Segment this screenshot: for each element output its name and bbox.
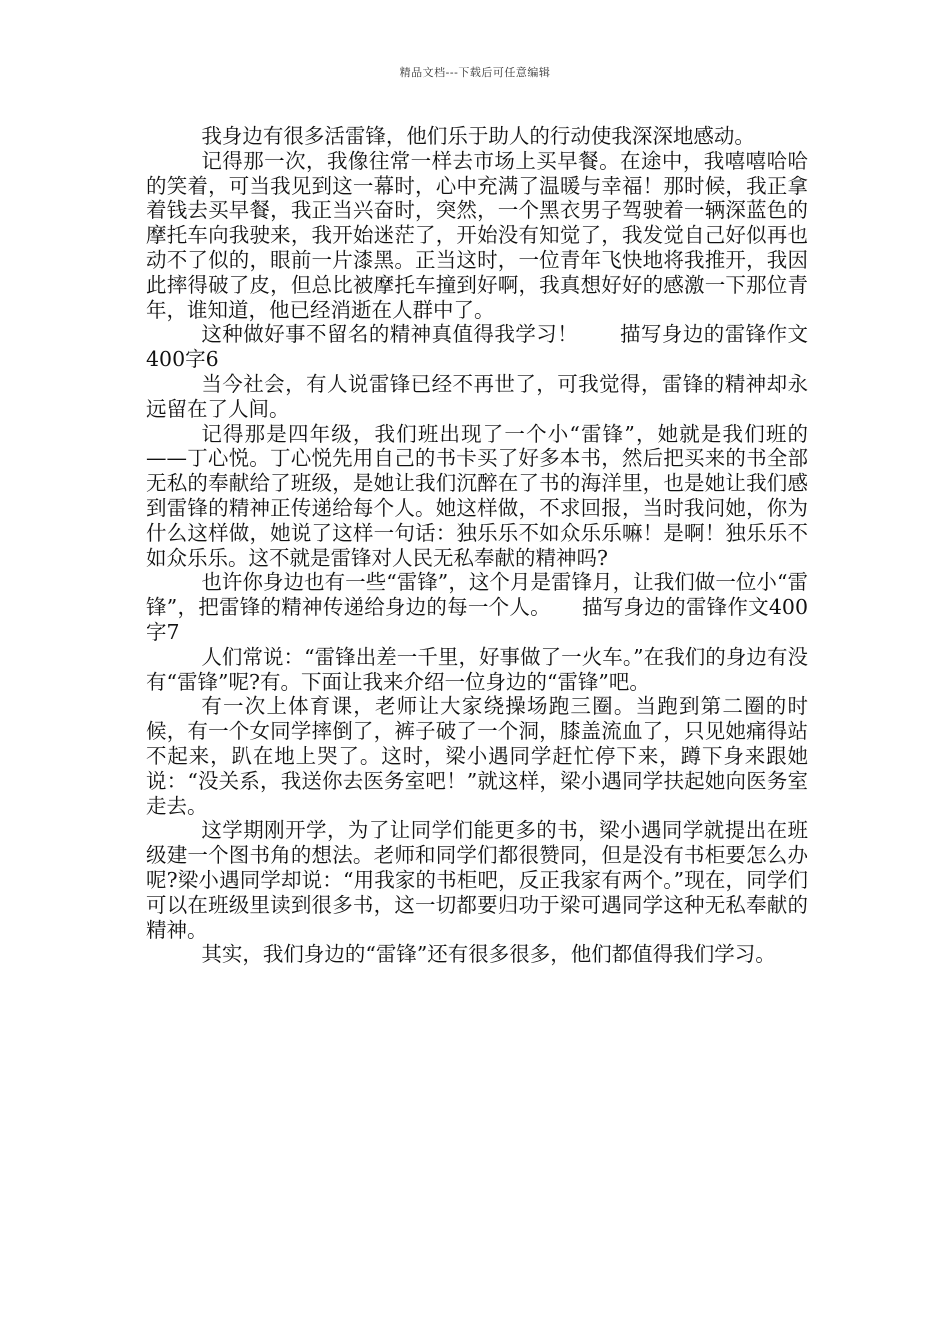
page-header: 精品文档---下载后可任意编辑 — [399, 66, 551, 79]
paragraph: 当今社会，有人说雷锋已经不再世了，可我觉得，雷锋的精神却永远留在了人间。 — [146, 371, 808, 421]
article-body — [146, 124, 808, 967]
paragraph: 我身边有很多活雷锋，他们乐于助人的行动使我深深地感动。 — [201, 124, 755, 148]
paragraph: 这学期刚开学，为了让同学们能更多的书，梁小遇同学就提出在班级建一个图书角的想法。老师和同学们都很赞同，但是没有书柜要怎么办呢?梁小遇同学却说：“用我家的书柜吧，反正我家有两个。”现在，同学们可以在班级里读到很多书，这一切都要归功于梁可遇同学这种无私奉献的精神。 — [146, 818, 808, 942]
paragraph: 记得那是四年级，我们班出现了一个小“雷锋”，她就是我们班的——丁心悦。丁心悦先用自己的书卡买了好多本书，然后把买来的书全部无私的奉献给了班级，是她让我们沉醉在了书的海洋里，也是她让我们感到雷锋的精神正传递给每个人。她这样做，不求回报，当时我问她，你为什么这样做，她说了这样一句话：独乐乐不如众乐乐嘛！是啊！独乐乐不如众乐乐。这不就是雷锋对人民无私奉献的精神吗? — [146, 421, 808, 570]
paragraph: 其实，我们身边的“雷锋”还有很多很多，他们都值得我们学习。 — [201, 942, 776, 967]
paragraph: 人们常说：“雷锋出差一千里，好事做了一火车。”在我们的身边有没有“雷锋”呢?有。下面让我来介绍一位身边的“雷锋”吧。 — [146, 644, 808, 694]
paragraph: 有一次上体育课，老师让大家绕操场跑三圈。当跑到第二圈的时候，有一个女同学摔倒了，裤子破了一个洞，膝盖流血了，只见她痛得站不起来，趴在地上哭了。这时，梁小遇同学赶忙停下来，蹲下身来跟她说：“没关系，我送你去医务室吧！”就这样，梁小遇同学扶起她向医务室走去。 — [146, 694, 808, 818]
paragraph: 也许你身边也有一些“雷锋”，这个月是雷锋月，让我们做一位小“雷锋”，把雷锋的精神传递给身边的每一个人。 描写身边的雷锋作文400字7 — [146, 570, 808, 644]
paragraph: 记得那一次，我像往常一样去市场上买早餐。在途中，我嘻嘻哈哈的笑着，可当我见到这一幕时，心中充满了温暖与幸福！那时候，我正拿着钱去买早餐，我正当兴奋时，突然，一个黑衣男子驾驶着一辆深蓝色的摩托车向我驶来，我开始迷茫了，开始没有知觉了，我发觉自己好似再也动不了似的，眼前一片漆黑。正当这时，一位青年飞快地将我推开，我因此摔得破了皮，但总比被摩托车撞到好啊，我真想好好的感激一下那位青年，谁知道，他已经消逝在人群中了。 — [146, 148, 808, 322]
paragraph: 这种做好事不留名的精神真值得我学习！ 描写身边的雷锋作文400字6 — [146, 322, 808, 372]
